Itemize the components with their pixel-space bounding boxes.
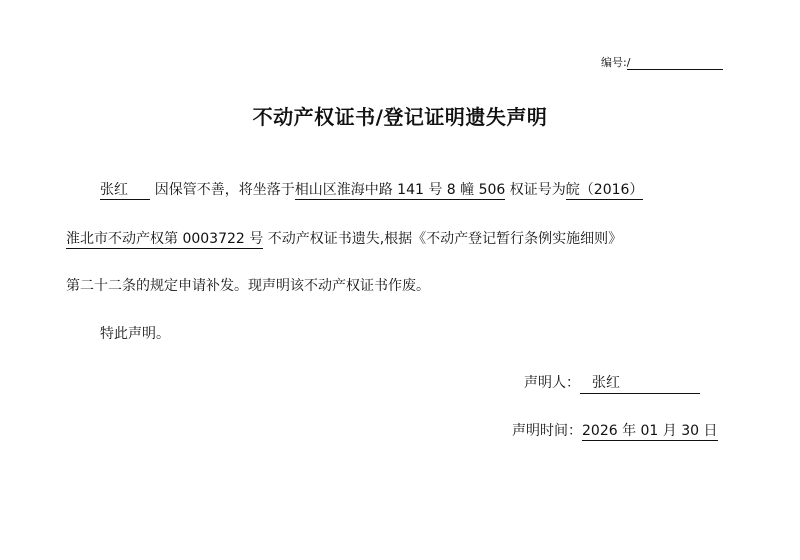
declarant-signature-value: 张红 xyxy=(580,373,700,394)
serial-number xyxy=(601,54,723,70)
certificate-number-part2: 淮北市不动产权第 0003722 号 xyxy=(66,231,264,247)
closing-statement: 特此声明。 xyxy=(100,326,170,342)
property-address: 相山区淮海中路 141 号 8 幢 506 xyxy=(294,182,506,198)
serial-value: / xyxy=(627,56,723,70)
body-line-2 xyxy=(66,229,622,249)
certificate-number-part1: 皖（2016） xyxy=(565,182,644,198)
declarant-signature xyxy=(524,373,700,394)
declaration-date xyxy=(512,421,718,441)
body-text-3: 不动产权证书遗失,根据《不动产登记暂行条例实施细则》 xyxy=(267,231,623,247)
date-value: 2026 年 01 月 30 日 xyxy=(582,423,718,439)
serial-label: 编号: xyxy=(601,56,627,69)
body-text-2: 权证号为 xyxy=(509,182,566,198)
page-title: 不动产权证书/登记证明遗失声明 xyxy=(252,105,548,129)
body-line-1 xyxy=(100,180,643,200)
body-line-3: 第二十二条的规定申请补发。现声明该不动产权证书作废。 xyxy=(66,278,430,294)
declarant-name: 张红 xyxy=(100,182,150,200)
declarant-label: 声明人： xyxy=(524,375,580,391)
body-text-1: 因保管不善，将坐落于 xyxy=(154,182,295,198)
date-label: 声明时间： xyxy=(512,423,582,439)
